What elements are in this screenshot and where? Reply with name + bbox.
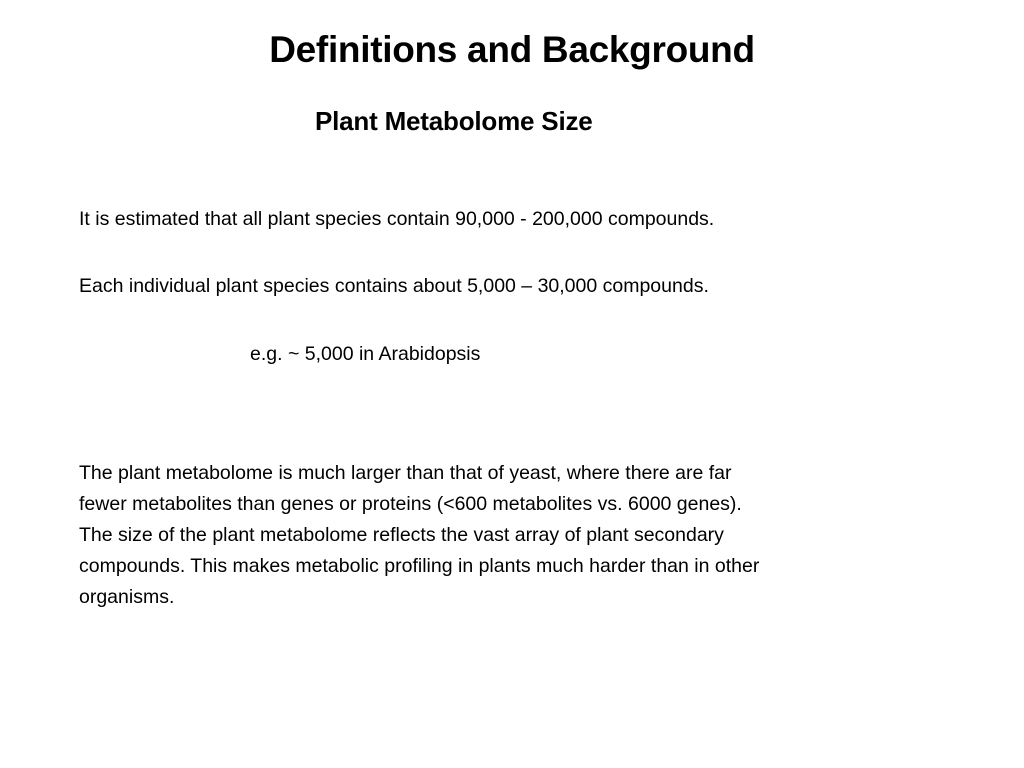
paragraph-line: compounds. This makes metabolic profiling in plants much harder than in other: [79, 555, 760, 577]
slide-subtitle: Plant Metabolome Size: [315, 106, 593, 136]
estimate-statement: It is estimated that all plant species contain 90,000 - 200,000 compounds.: [79, 208, 715, 230]
per-species-statement: Each individual plant species contains about 5,000 – 30,000 compounds.: [79, 275, 709, 297]
slide-title: Definitions and Background: [269, 29, 755, 70]
example-statement: e.g. ~ 5,000 in Arabidopsis: [250, 343, 481, 365]
paragraph-line: fewer metabolites than genes or proteins (<600 metabolites vs. 6000 genes).: [79, 493, 742, 515]
explanation-paragraph: [79, 458, 929, 613]
paragraph-line: The plant metabolome is much larger than that of yeast, where there are far: [79, 462, 732, 484]
paragraph-line: organisms.: [79, 586, 175, 608]
paragraph-line: The size of the plant metabolome reflects the vast array of plant secondary: [79, 524, 724, 546]
